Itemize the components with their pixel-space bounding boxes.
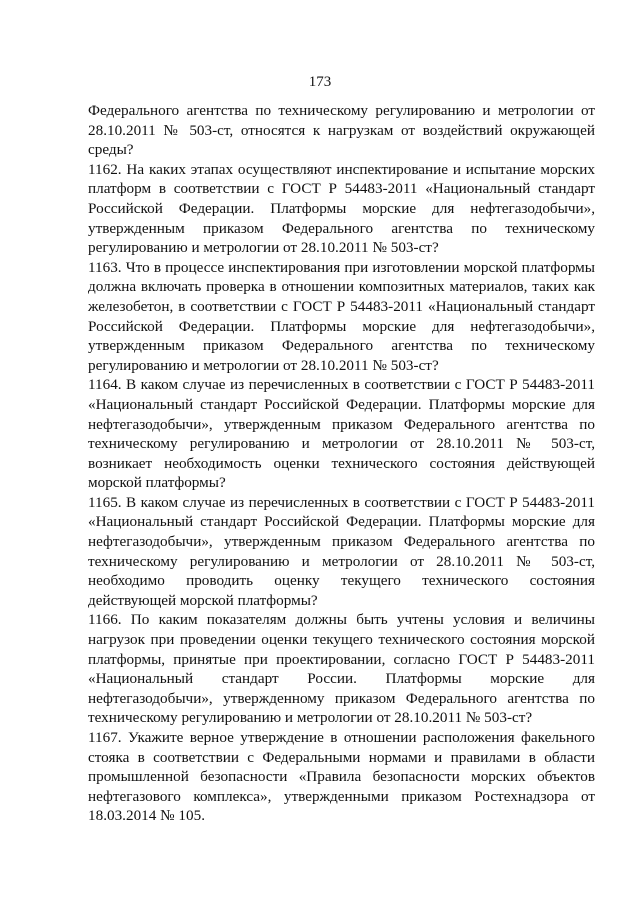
question-1164: 1164. В каком случае из перечисленных в соответствии с ГОСТ Р 54483-2011 «Национальный стандарт Российской Федерации. Платформы морские для нефтегазодобычи», утвержденным приказом Федерального агентства по техническому регулированию и метрологии от 28.10.2011 № 503-ст, возникает необходимость оценки технического состояния действующей морской платформы? (88, 376, 595, 492)
question-1165: 1165. В каком случае из перечисленных в соответствии с ГОСТ Р 54483-2011 «Национальный стандарт Российской Федерации. Платформы морские для нефтегазодобычи», утвержденным приказом Федерального агентства по техническому регулированию и метрологии от 28.10.2011 № 503-ст, необходимо проводить оценку текущего технического состояния действующей морской платформы? (88, 493, 595, 609)
paragraph-continuation: Федерального агентства по техническому регулированию и метрологии от 28.10.2011 № 503-ст, относятся к нагрузкам от воздействий окружающей среды? (88, 102, 595, 159)
page-number: 173 (308, 74, 332, 90)
question-1163: 1163. Что в процессе инспектирования при изготовлении морской платформы должна включать проверка в отношении композитных материалов, таких как железобетон, в соответствии с ГОСТ Р 54483-2011 «Национальный стандарт Российской Федерации. Платформы морские для нефтегазодобычи», утвержденным приказом Федерального агентства по техническому регулированию и метрологии от 28.10.2011 № 503-ст? (88, 258, 595, 374)
page-content (88, 101, 595, 826)
question-1167: 1167. Укажите верное утверждение в отношении расположения факельного стояка в соответствии с Федеральными нормами и правилами в области промышленной безопасности «Правила безопасности морских объектов нефтегазового комплекса», утвержденными приказом Ростехнадзора от 18.03.2014 № 105. (88, 729, 595, 825)
question-1166: 1166. По каким показателям должны быть учтены условия и величины нагрузок при проведении оценки текущего технического состояния морской платформы, принятые при проектировании, согласно ГОСТ Р 54483-2011 «Национальный стандарт России. Платформы морские для нефтегазодобычи», утвержденному приказом Федерального агентства по техническому регулированию и метрологии от 28.10.2011 № 503-ст? (88, 611, 595, 727)
question-1162: 1162. На каких этапах осуществляют инспектирование и испытание морских платформ в соответствии с ГОСТ Р 54483-2011 «Национальный стандарт Российской Федерации. Платформы морские для нефтегазодобычи», утвержденным приказом Федерального агентства по техническому регулированию и метрологии от 28.10.2011 № 503-ст? (88, 160, 595, 257)
